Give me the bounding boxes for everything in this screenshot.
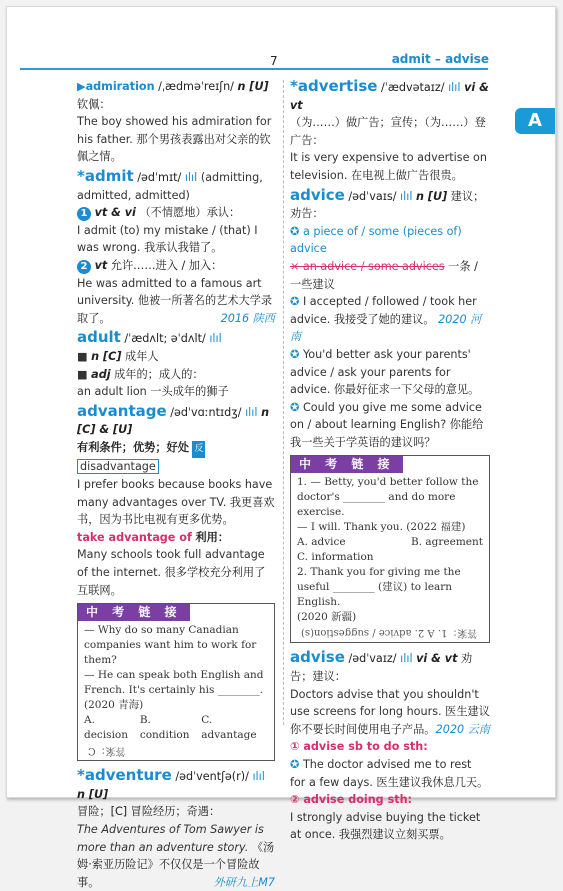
sense-number-1: 1 bbox=[77, 207, 91, 221]
audio-icon: ılıl bbox=[245, 405, 258, 419]
header-title: admit – advise bbox=[391, 52, 489, 66]
sense-number-2: 2 bbox=[77, 260, 91, 274]
antonym-tag: 反 bbox=[192, 441, 205, 459]
entry-admit: *admit /ədˈmɪt/ ılıl (admitting, admitted, admitted) 1 vt & vi （不情愿地）承认： I admit (to) my mistake / (that) I was wrong. 我承认我错了。 2 vt 允许……进入 / 加入： He was admitted to a famous art university. 他被一所著名的艺术大学录取了。 2016 陕西 bbox=[77, 166, 275, 325]
square-bullet-icon: ■ bbox=[77, 367, 88, 381]
audio-icon: ılıl bbox=[209, 332, 222, 346]
entry-adventure: *adventure /ədˈventʃə(r)/ ılıl n [U] 冒险；[C] 冒险经历；奇遇： The Adventures of Tom Sawyer is more than an adventure story. 《汤姆·索亚历险记》不仅仅是一个冒险故事。 外研九上M7 bbox=[77, 766, 275, 889]
audio-icon: ılıl bbox=[400, 652, 413, 666]
entry-adult: adult /ˈædʌlt; əˈdʌlt/ ılıl ■ n [C] 成年人 ■ adj 成年的；成人的： an adult lion 一头成年的狮子 bbox=[77, 328, 229, 399]
exam-link-box: 中 考 链 接 1. — Betty, you'd better follow the doctor's ________ and do more exercise. — I will. Thank you. (2022 福建) A. advice B. agreement C. information 2. Thank you for giving me the useful ________ (建议) to learn English. (2020 新疆) 答案：1. A 2. advice / suggestion(s) bbox=[290, 455, 490, 643]
column-divider bbox=[283, 80, 284, 725]
collocation-icon: ✪ bbox=[290, 224, 300, 238]
left-column bbox=[77, 78, 275, 891]
audio-icon: ılıl bbox=[448, 81, 461, 94]
entry-admiration: ▶admiration /ˌædməˈreɪʃn/ n [U] 钦佩： The boy showed his admiration for his father. 那个男孩表露出对父亲的钦佩之情。 bbox=[77, 80, 272, 164]
entry-advise: advise /ədˈvaɪz/ ılıl vi & vt 劝告；建议： Doctors advise that you shouldn't use screens for long hours. 医生建议你不要长时间使用电子产品。 2020 云南 ① advise sb to do sth: ✪ The doctor advised me to rest for a few days. 医生建议我休息几天。 ② advise doing sth: I strongly advise buying the ticket at once. 我强烈建议立刻买票。 bbox=[290, 648, 490, 842]
collocation-icon: ✪ bbox=[290, 400, 300, 414]
answer-upside-down: 答案：1. A 2. advice / suggestion(s) bbox=[301, 627, 478, 639]
collocation-icon: ✪ bbox=[290, 758, 300, 772]
right-column bbox=[290, 78, 490, 844]
entry-advantage: advantage /ədˈvɑːntɪdʒ/ ılıl n [C] & [U] 有利条件；优势；好处 反disadvantage I prefer books because books have many advantages over TV. 我更喜欢书，因为书比电视有更多优势。 take advantage of 利用： Many schools took full advantage of the internet. 很多学校充分利用了互联网。 bbox=[77, 401, 275, 597]
entry-advice: advice /ədˈvaɪs/ ılıl n [U] 建议；劝告： ✪ a piece of / some (pieces of) advice × an advice / some advices 一条 / 一些建议 ✪ I accepted / followed / took her advice. 我接受了她的建议。 2020 河南 ✪ You'd better ask your parents' advice / ask your parents for advice. 你最好征求一下父母的意见。 ✪ Could you give me some advice on / about learning English? 你能给我一些关于学英语的建议吗？ bbox=[290, 185, 485, 449]
audio-icon: ılıl bbox=[184, 170, 198, 184]
exam-link-box: 中 考 链 接 — Why do so many Canadian companies want him to work for them? — He can speak both English and French. It's certainly his ________. (2020 青海) A. decision B. condition C. advantage 答案：C bbox=[77, 603, 275, 761]
square-bullet-icon: ■ bbox=[77, 349, 88, 363]
collocation-icon: ✪ bbox=[290, 347, 300, 361]
arrow-icon: ▶ bbox=[77, 80, 86, 93]
audio-icon: ılıl bbox=[400, 189, 413, 203]
entry-advertise: *advertise /ˈædvətaɪz/ ılıl vi & vt （为……）做广告；宣传；（为……）登广告： It is very expensive to advertise on television. 在电视上做广告很贵。 bbox=[290, 77, 489, 182]
audio-icon: ılıl bbox=[252, 770, 265, 784]
letter-tab: A bbox=[515, 108, 555, 134]
collocation-icon: ✪ bbox=[290, 295, 300, 309]
answer-upside-down: 答案：C bbox=[88, 745, 126, 757]
page-number: 7 bbox=[270, 54, 278, 68]
